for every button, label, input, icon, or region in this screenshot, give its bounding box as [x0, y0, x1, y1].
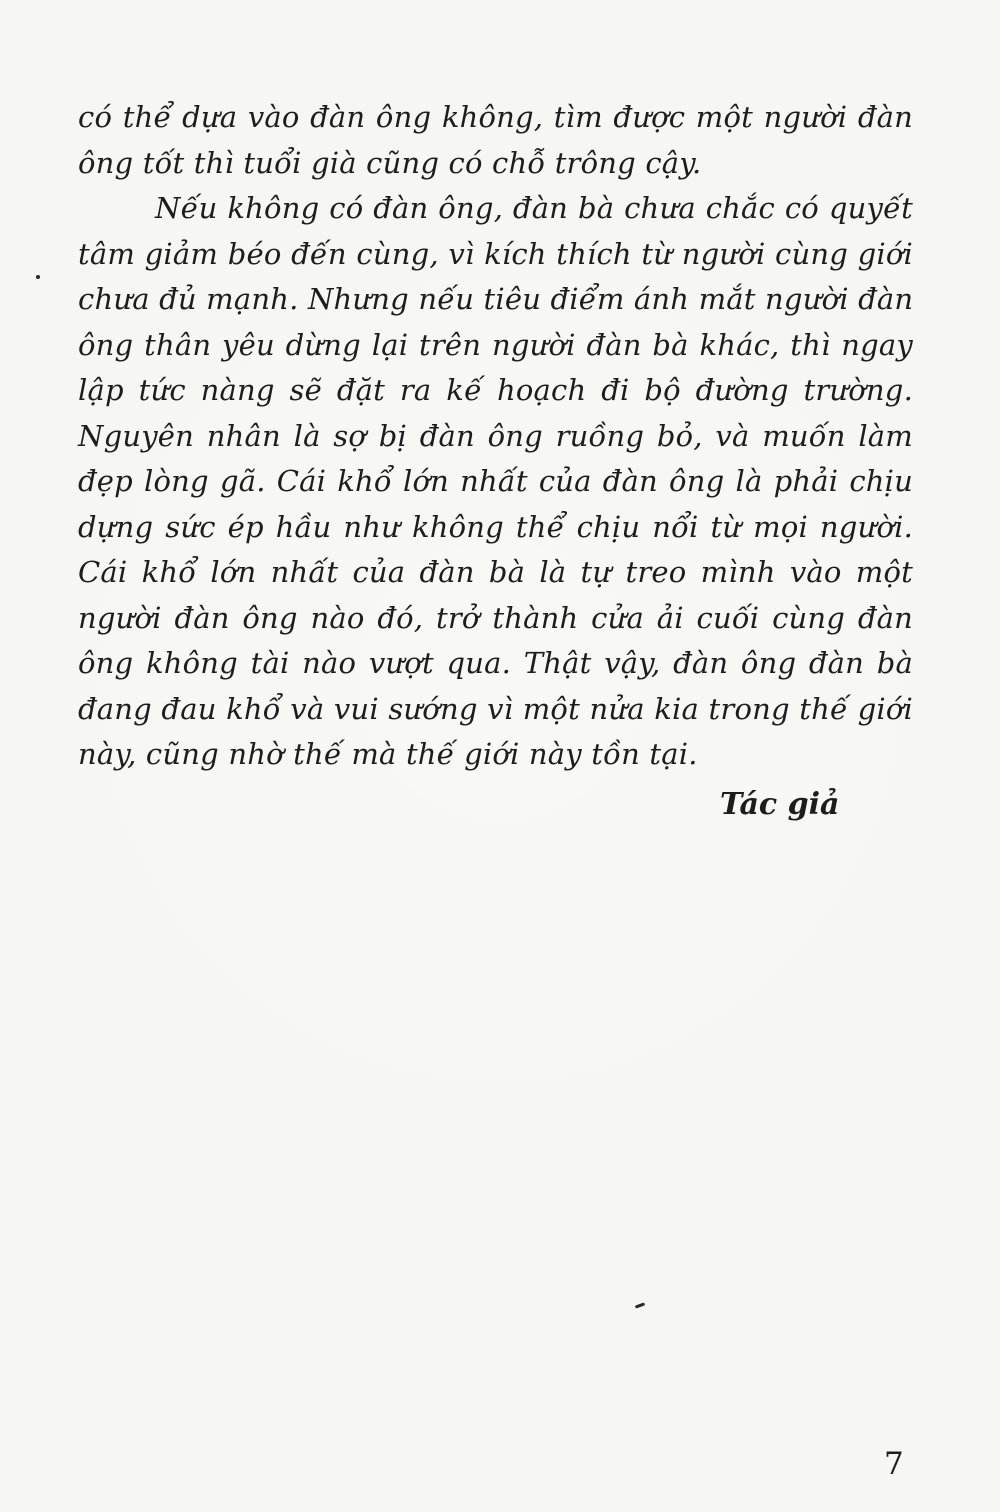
- text-line: tâm giảm béo đến cùng, vì kích thích từ người cùng giới: [78, 236, 913, 271]
- text-line: ông thân yêu dừng lại trên người đàn bà khác, thì ngay: [78, 327, 913, 362]
- ink-mark: [635, 1302, 645, 1308]
- text-line: người đàn ông nào đó, trở thành cửa ải cuối cùng đàn: [78, 600, 913, 635]
- page-text: [78, 95, 913, 778]
- text-line: có thể dựa vào đàn ông không, tìm được một người đàn: [78, 100, 913, 134]
- text-line: này, cũng nhờ thế mà thế giới này tồn tại.: [78, 737, 698, 771]
- author-signature: Tác giả: [720, 787, 840, 822]
- text-line: đang đau khổ và vui sướng vì một nửa kia trong thế giới: [78, 691, 913, 726]
- text-line: Nguyên nhân là sợ bị đàn ông ruồng bỏ, và muốn làm: [78, 418, 913, 453]
- text-line: Cái khổ lớn nhất của đàn bà là tự treo mình vào một: [78, 555, 913, 589]
- text-line: Nếu không có đàn ông, đàn bà chưa chắc có quyết: [155, 191, 913, 225]
- text-line: đẹp lòng gã. Cái khổ lớn nhất của đàn ông là phải chịu: [78, 464, 913, 498]
- text-line: dựng sức ép hầu như không thể chịu nổi từ mọi người.: [78, 509, 913, 544]
- page-number: 7: [884, 1446, 904, 1482]
- ink-speck: [36, 275, 40, 279]
- text-line: chưa đủ mạnh. Nhưng nếu tiêu điểm ánh mắt người đàn: [78, 282, 914, 316]
- text-line: lập tức nàng sẽ đặt ra kế hoạch đi bộ đường trường.: [78, 373, 913, 407]
- text-line: ông không tài nào vượt qua. Thật vậy, đàn ông đàn bà: [78, 646, 913, 680]
- text-line: ông tốt thì tuổi già cũng có chỗ trông cậy.: [78, 145, 702, 180]
